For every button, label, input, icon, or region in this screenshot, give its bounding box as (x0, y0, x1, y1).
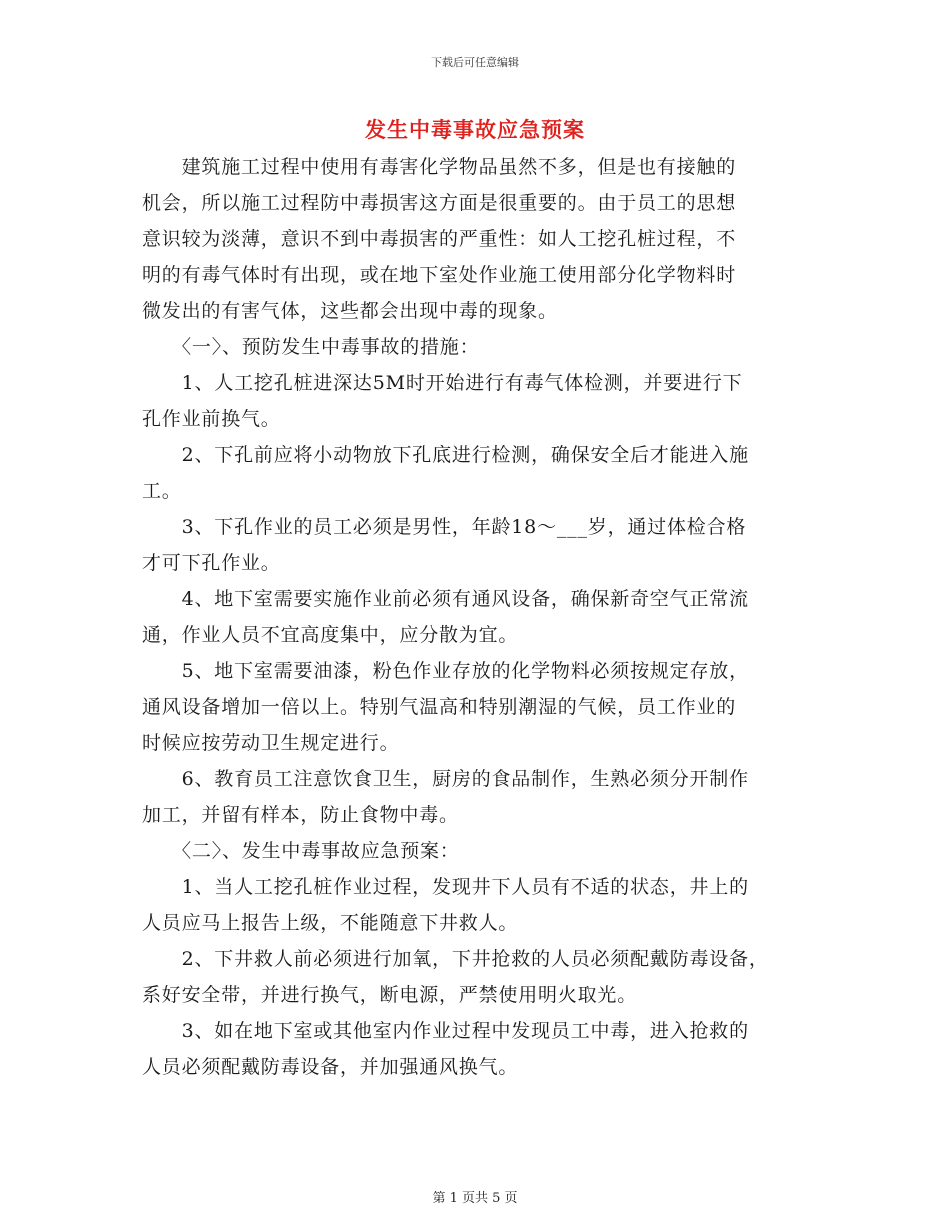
body-text-line: 机会，所以施工过程防中毒损害这方面是很重要的。由于员工的思想 (142, 192, 737, 214)
body-text-line: 1、人工挖孔桩进深达5M时开始进行有毒气体检测，并要进行下 (142, 372, 743, 394)
document-title: 发生中毒事故应急预案 (365, 117, 585, 142)
page-footer-note: 第 1 页共 5 页 (432, 1191, 518, 1206)
body-text-line: 时候应按劳动卫生规定进行。 (142, 732, 400, 754)
body-text-line: 4、地下室需要实施作业前必须有通风设备，确保新奇空气正常流 (142, 588, 749, 610)
body-text-line: 工。 (142, 480, 182, 502)
body-text-line: 〈二〉、发生中毒事故应急预案： (142, 840, 460, 862)
body-text-line: 〈一〉、预防发生中毒事故的措施： (142, 336, 480, 358)
body-text-line: 孔作业前换气。 (142, 408, 281, 430)
body-text-line: 2、下井救人前必须进行加氧，下井抢救的人员必须配戴防毒设备， (142, 948, 769, 970)
page-header-note: 下载后可任意编辑 (431, 56, 519, 69)
body-text-line: 人员必须配戴防毒设备，并加强通风换气。 (142, 1056, 519, 1078)
body-text-line: 5、地下室需要油漆，粉色作业存放的化学物料必须按规定存放， (142, 660, 749, 682)
body-text-line: 1、当人工挖孔桩作业过程，发现井下人员有不适的状态，井上的 (142, 876, 749, 898)
body-text-line: 通，作业人员不宜高度集中，应分散为宜。 (142, 624, 519, 646)
body-text-line: 微发出的有害气体，这些都会出现中毒的现象。 (142, 300, 558, 322)
body-text-line: 通风设备增加一倍以上。特别气温高和特别潮湿的气候，员工作业的 (142, 696, 737, 718)
body-text-line: 建筑施工过程中使用有毒害化学物品虽然不多，但是也有接触的 (142, 156, 737, 178)
body-text-line: 2、下孔前应将小动物放下孔底进行检测，确保安全后才能进入施 (142, 444, 749, 466)
body-text-line: 6、教育员工注意饮食卫生，厨房的食品制作，生熟必须分开制作 (142, 768, 749, 790)
body-text-line: 意识较为淡薄，意识不到中毒损害的严重性：如人工挖孔桩过程，不 (142, 228, 737, 250)
body-text-line: 才可下孔作业。 (142, 552, 281, 574)
body-text-line: 系好安全带，并进行换气，断电源，严禁使用明火取光。 (142, 984, 638, 1006)
body-text-line: 人员应马上报告上级，不能随意下井救人。 (142, 912, 519, 934)
body-text-line: 加工，并留有样本，防止食物中毒。 (142, 804, 459, 826)
body-text-line: 明的有毒气体时有出现，或在地下室处作业施工使用部分化学物料时 (142, 264, 737, 286)
body-text-line: 3、下孔作业的员工必须是男性，年龄18～___岁，通过体检合格 (142, 516, 747, 538)
body-text-line: 3、如在地下室或其他室内作业过程中发现员工中毒，进入抢救的 (142, 1020, 749, 1042)
